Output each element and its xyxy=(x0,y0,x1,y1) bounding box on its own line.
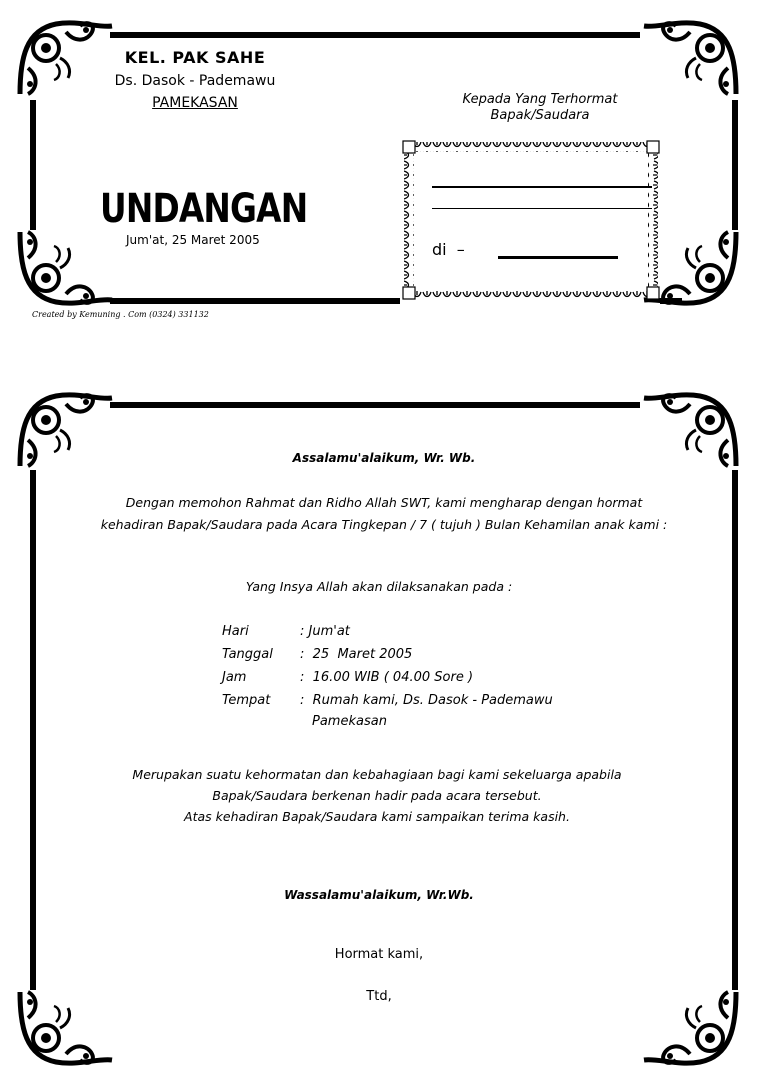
envelope-left-border xyxy=(30,100,36,230)
recipient-heading: Kepada Yang Terhormat xyxy=(462,92,618,107)
address-prefix: di – xyxy=(432,240,465,259)
envelope-right-border xyxy=(732,100,738,230)
detail-row xyxy=(222,712,553,732)
detail-row xyxy=(222,620,553,643)
detail-label: Hari xyxy=(222,624,249,639)
ornament-top-right-icon xyxy=(640,18,740,98)
farewell: Wassalamu'alaikum, Wr.Wb. xyxy=(284,888,474,902)
address-line-2[interactable] xyxy=(432,208,652,209)
intro-line-2: kehadiran Bapak/Saudara pada Acara Tingkepan / 7 ( tujuh ) Bulan Kehamilan anak kami : xyxy=(100,517,668,532)
closing-line-2: Bapak/Saudara berkenan hadir pada acara tersebut. xyxy=(212,788,542,803)
detail-row xyxy=(222,666,553,689)
detail-value: : 16.00 WIB ( 04.00 Sore ) xyxy=(300,670,474,685)
letter-left-border xyxy=(30,470,36,990)
address-box xyxy=(402,140,660,300)
detail-label: Tempat xyxy=(222,693,271,708)
detail-value: : Jum'at xyxy=(300,624,350,639)
address-city-line[interactable] xyxy=(498,256,618,259)
closing-line-1: Merupakan suatu kehormatan dan kebahagiaan bagi kami sekeluarga apabila xyxy=(132,767,622,782)
letter-right-border xyxy=(732,470,738,990)
detail-row xyxy=(222,643,553,666)
invitation-date: Jum'at, 25 Maret 2005 xyxy=(126,233,260,247)
place-line-2: Pamekasan xyxy=(312,714,387,729)
schedule-intro: Yang Insya Allah akan dilaksanakan pada : xyxy=(245,579,513,594)
event-details xyxy=(222,620,553,732)
address-line-1[interactable] xyxy=(432,186,652,188)
family-name: KEL. PAK SAHE xyxy=(124,48,266,67)
recipient-title: Bapak/Saudara xyxy=(490,108,590,123)
letter-top-border xyxy=(110,402,640,408)
greeting: Assalamu'alaikum, Wr. Wb. xyxy=(292,451,476,465)
sender-village: Ds. Dasok - Pademawu xyxy=(114,73,276,89)
detail-spacer xyxy=(222,712,312,732)
ornament-bottom-left-icon xyxy=(16,228,116,308)
envelope-bottom-border xyxy=(110,298,400,304)
regards: Hormat kami, xyxy=(334,947,424,962)
detail-label: Tanggal xyxy=(222,647,273,662)
envelope-top-border xyxy=(110,32,640,38)
intro-line-1: Dengan memohon Rahmat dan Ridho Allah SWT, kami mengharap dengan hormat xyxy=(125,495,643,510)
closing-line-3: Atas kehadiran Bapak/Saudara kami sampaikan terima kasih. xyxy=(184,809,570,824)
detail-value: : 25 Maret 2005 xyxy=(300,647,413,662)
credit-line: Created by Kemuning . Com (0324) 331132 xyxy=(32,310,209,319)
detail-value: : Rumah kami, Ds. Dasok - Pademawu xyxy=(300,693,553,708)
detail-label: Jam xyxy=(222,670,247,685)
invitation-title: UNDANGAN xyxy=(100,186,308,232)
sender-city: PAMEKASAN xyxy=(152,95,238,111)
detail-row xyxy=(222,689,553,712)
address-frame-icon xyxy=(402,140,660,300)
signature: Ttd, xyxy=(366,989,392,1004)
